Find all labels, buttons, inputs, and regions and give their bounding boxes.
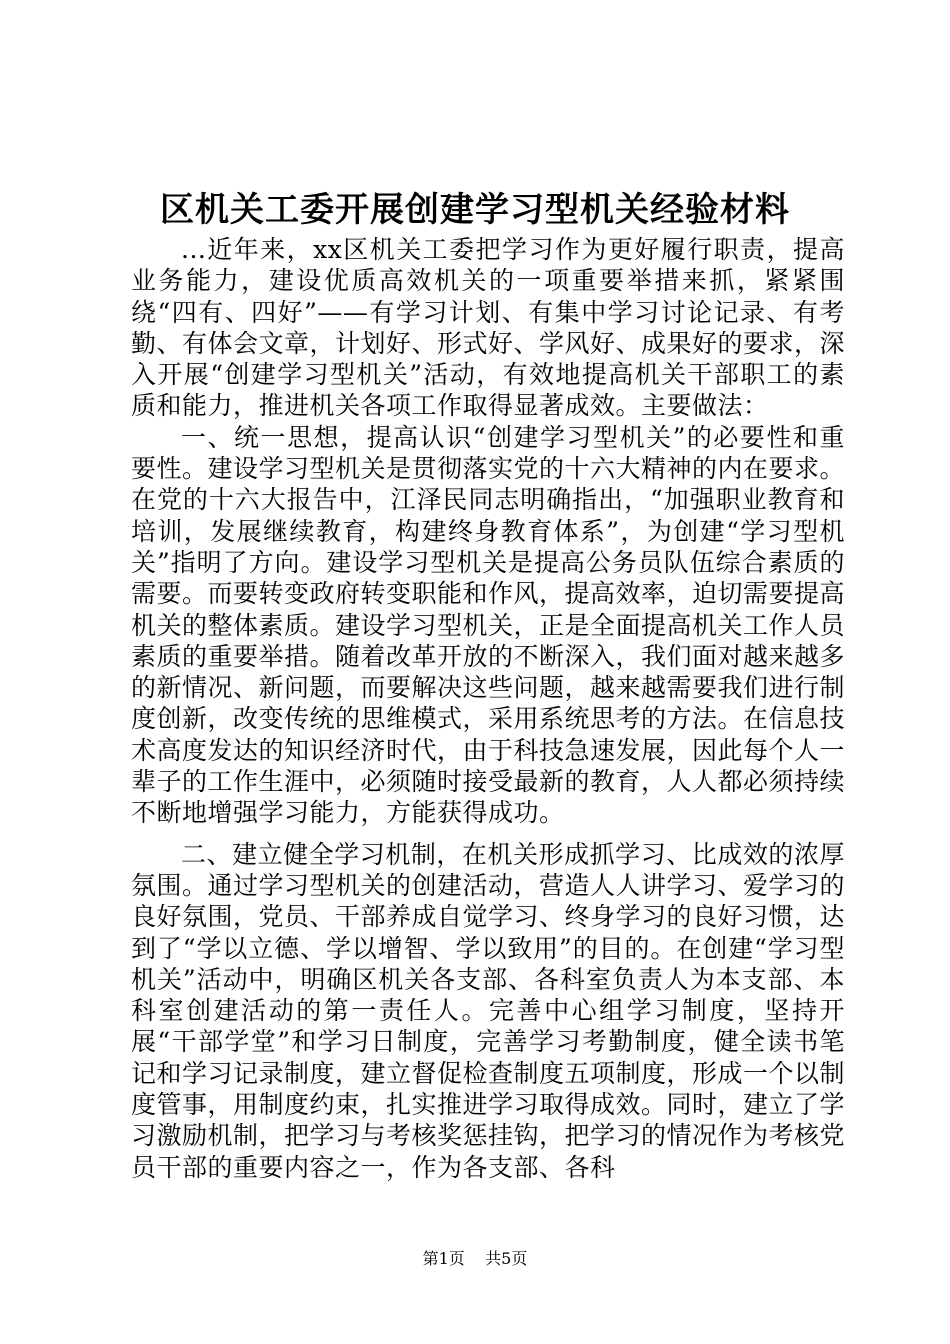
page-number: 第1页	[422, 1249, 465, 1268]
paragraph-intro: ...近年来，xx区机关工委把学习作为更好履行职责，提高业务能力，建设优质高效机关的一项重要举措来抓，紧紧围绕“四有、四好”——有学习计划、有集中学习讨论记录、有考勤、有体会文章，计划好、形式好、学风好、成果好的要求，深入开展“创建学习型机关”活动，有效地提高机关干部职工的素质和能力，推进机关各项工作取得显著成效。主要做法：	[131, 235, 846, 421]
paragraph-section-two: 二、建立健全学习机制，在机关形成抓学习、比成效的浓厚氛围。通过学习型机关的创建活动，营造人人讲学习、爱学习的良好氛围，党员、干部养成自觉学习、终身学习的良好习惯，达到了“学以立德、学以增智、学以致用”的目的。在创建“学习型机关”活动中，明确区机关各支部、各科室负责人为本支部、本科室创建活动的第一责任人。完善中心组学习制度，坚持开展“干部学堂”和学习日制度，完善学习考勤制度，健全读书笔记和学习记录制度，建立督促检查制度五项制度，形成一个以制度管事，用制度约束，扎实推进学习取得成效。同时，建立了学习激励机制，把学习与考核奖惩挂钩，把学习的情况作为考核党员干部的重要内容之一，作为各支部、各科	[131, 839, 846, 1182]
document-body	[131, 234, 845, 1183]
page-total: 共5页	[485, 1249, 528, 1268]
page-footer	[0, 1248, 950, 1270]
document-title: 区机关工委开展创建学习型机关经验材料	[160, 190, 790, 230]
paragraph-section-one: 一、统一思想，提高认识“创建学习型机关”的必要性和重要性。建设学习型机关是贯彻落实党的十六大精神的内在要求。在党的十六大报告中，江泽民同志明确指出，“加强职业教育和培训，发展继续教育，构建终身教育体系”，为创建“学习型机关”指明了方向。建设学习型机关是提高公务员队伍综合素质的需要。而要转变政府转变职能和作风，提高效率，迫切需要提高机关的整体素质。建设学习型机关，正是全面提高机关工作人员素质的重要举措。随着改革开放的不断深入，我们面对越来越多的新情况、新问题，而要解决这些问题，越来越需要我们进行制度创新，改变传统的思维模式，采用系统思考的方法。在信息技术高度发达的知识经济时代，由于科技急速发展，因此每个人一辈子的工作生涯中，必须随时接受最新的教育，人人都必须持续不断地增强学习能力，方能获得成功。	[131, 422, 846, 828]
